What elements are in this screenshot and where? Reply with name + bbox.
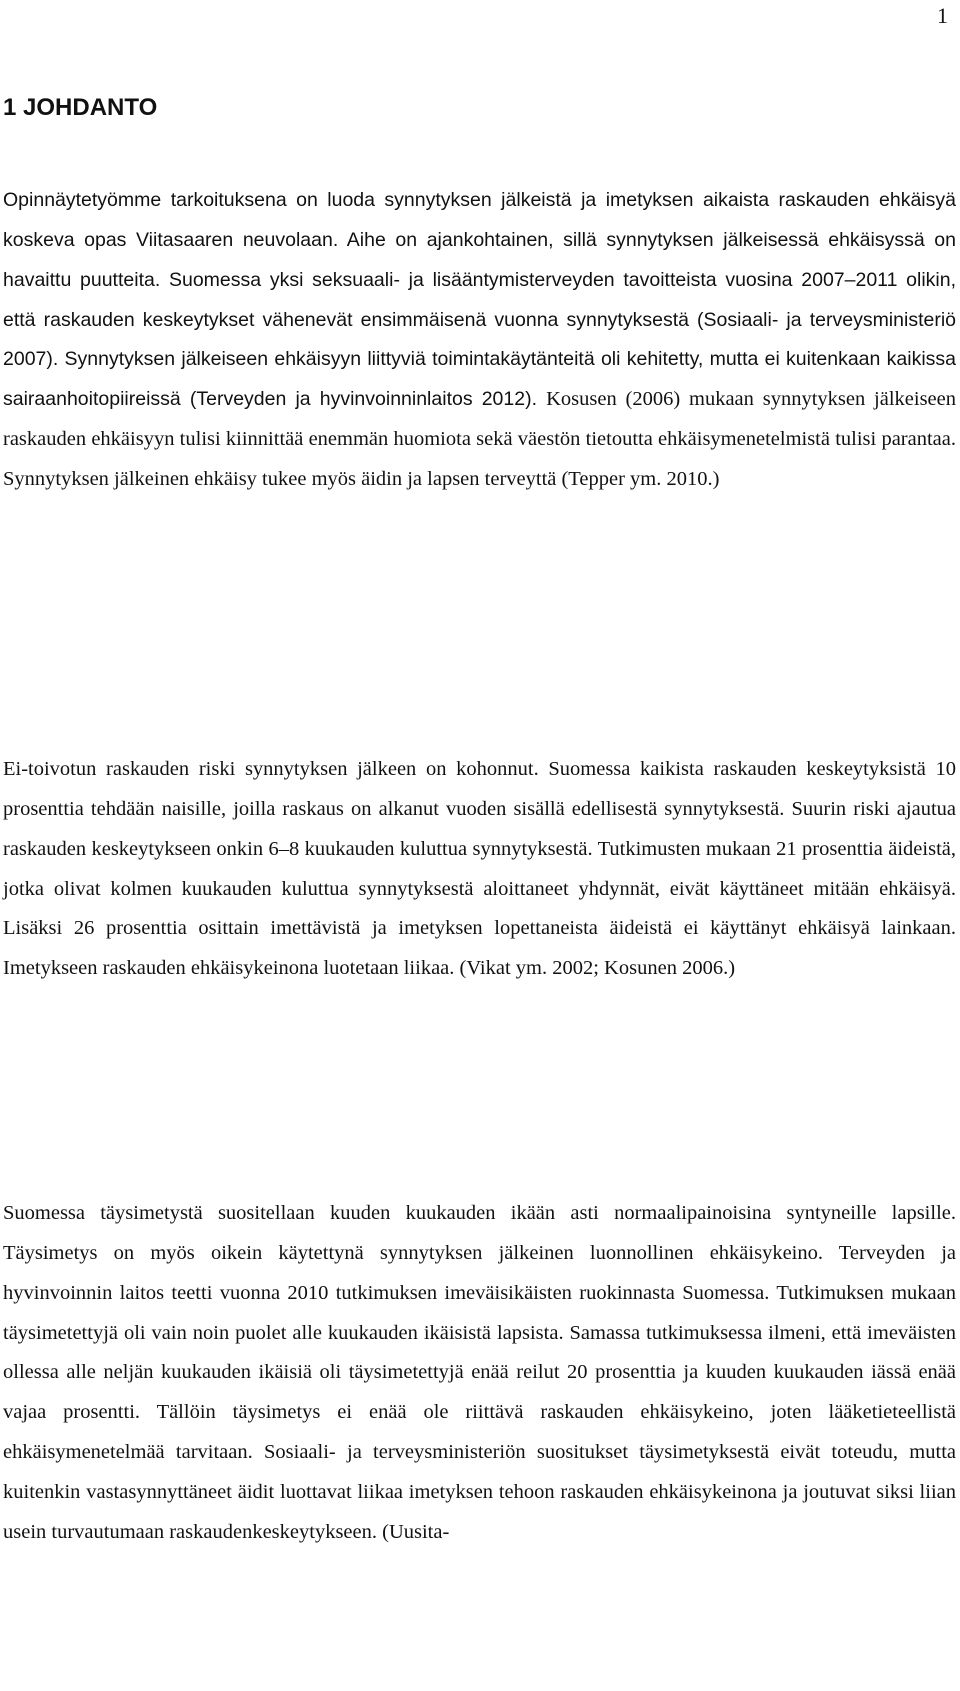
paragraph-2 bbox=[3, 750, 956, 989]
paragraph-3-text: Suomessa täysimetystä suositellaan kuuden kuukauden ikään asti normaalipainoisina syntyneille lapsille. Täysimetys on myös oikein käytettynä synnytyksen jälkeinen luonnollinen ehkäisykeino. Terveyden ja hyvinvoinnin laitos teetti vuonna 2010 tutkimuksen imeväisikäisten ruokinnasta Suomessa. Tutkimuksen mukaan täysimetettyjä oli vain noin puolet alle kuukauden ikäisistä lapsista. Samassa tutkimuksessa ilmeni, että imeväisten ollessa alle neljän kuukauden ikäisiä oli täysimetettyjä enää reilut 20 prosenttia ja kuuden kuukauden iässä enää vajaa prosentti. Tällöin täysimetys ei enää ole riittävä raskauden ehkäisykeino, joten lääketieteellistä ehkäisymenetelmää tarvitaan. Sosiaali- ja terveysministeriön suositukset täysimetyksestä eivät toteudu, mutta kuitenkin vastasynnyttäneet äidit luottavat liikaa imetyksen tehoon raskauden ehkäisykeinona ja joutuvat siksi liian usein turvautumaan raskaudenkeskeytykseen. (Uusita- bbox=[3, 1202, 956, 1543]
paragraph-1-serif-text: Kosusen (2006) mukaan synnytyksen jälkeiseen raskauden ehkäisyyn tulisi kiinnittää enemmän huomiota sekä väestön tietoutta ehkäisymenetelmistä tulisi parantaa. Synnytyksen jälkeinen ehkäisy tukee myös äidin ja lapsen terveyttä (Tepper ym. 2010.) bbox=[3, 388, 957, 490]
paragraph-1 bbox=[3, 181, 956, 500]
section-heading: 1 JOHDANTO bbox=[3, 94, 158, 121]
paragraph-2-text: Ei-toivotun raskauden riski synnytyksen jälkeen on kohonnut. Suomessa kaikista raskauden keskeytyksistä 10 prosenttia tehdään naisille, joilla raskaus on alkanut vuoden sisällä edellisestä synnytyksestä. Suurin riski ajautua raskauden keskeytykseen onkin 6–8 kuukauden kuluttua synnytyksestä. Tutkimusten mukaan 21 prosenttia äideistä, jotka olivat kolmen kuukauden kuluttua synnytyksestä aloittaneet yhdynnät, eivät käyttäneet mitään ehkäisyä. Lisäksi 26 prosenttia osittain imettävistä ja imetyksen lopettaneista äideistä ei käyttänyt ehkäisyä lainkaan. Imetykseen raskauden ehkäisykeinona luotetaan liikaa. (Vikat ym. 2002; Kosunen 2006.) bbox=[3, 758, 956, 980]
paragraph-3 bbox=[3, 1194, 956, 1553]
page-number: 1 bbox=[937, 3, 948, 28]
paragraph-1-sans-text: Opinnäytetyömme tarkoituksena on luoda synnytyksen jälkeistä ja imetyksen aikaista raskauden ehkäisyä koskeva opas Viitasaaren neuvolaan. Aihe on ajankohtainen, sillä synnytyksen jälkeisessä ehkäisyssä on havaittu puutteita. Suomessa yksi seksuaali- ja lisääntymisterveyden tavoitteista vuosina 2007–2011 olikin, että raskauden keskeytykset vähenevät ensimmäisenä vuonna synnytyksestä (Sosiaali- ja terveysministeriö 2007). Synnytyksen jälkeiseen ehkäisyyn liittyviä toimintakäytänteitä oli kehitetty, mutta ei kuitenkaan kaikissa sairaanhoitopiireissä (Terveyden ja hyvinvoinninlaitos 2012). bbox=[3, 189, 956, 411]
